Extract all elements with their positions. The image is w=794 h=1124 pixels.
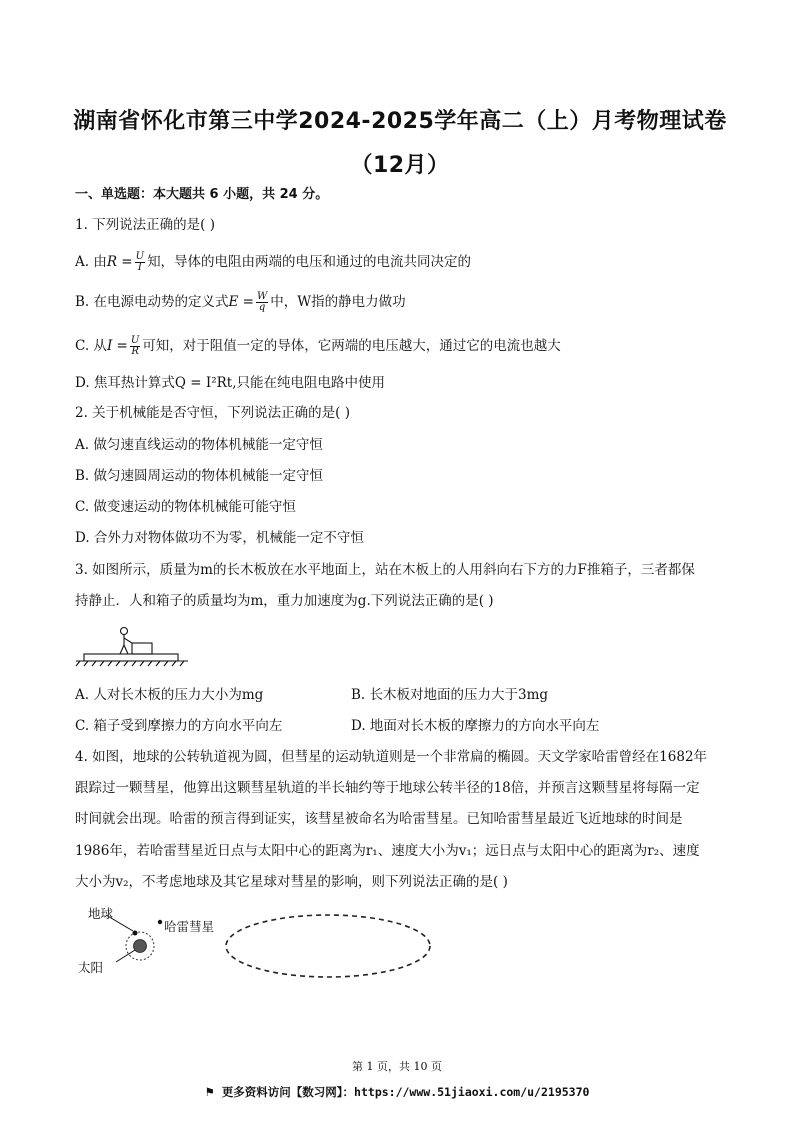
- q3-option-d: D. 地面对长木板的摩擦力的方向水平向左: [351, 718, 600, 734]
- q1-option-d: D. 焦耳热计算式Q = I²Rt,只能在纯电阻电路中使用: [75, 375, 386, 391]
- comet-orbit: [226, 915, 430, 977]
- q2-option-b: B. 做匀速圆周运动的物体机械能一定守恒: [75, 468, 324, 484]
- q1-b-fraction: $\frac{W}{q}$: [256, 291, 268, 313]
- page-title: 湖南省怀化市第三中学2024-2025学年高二（上）月考物理试卷（12月）: [73, 109, 727, 178]
- q1-option-c: C. 从I = $\frac{U}{R}$ 可知，对于阻值一定的导体，它两端的电压越大，通过它的电流也越大: [75, 335, 561, 357]
- q1-a-fraction: $\frac{U}{I}$: [135, 251, 145, 273]
- q3-option-a: A. 人对长木板的压力大小为mg: [75, 687, 264, 703]
- q4-line2: 跟踪过一颗彗星，他算出这颗彗星轨道的半长轴约等于地球公转半径的18倍，并预言这颗彗星将每隔一定: [75, 780, 700, 796]
- q4-line3: 时间就会出现。哈雷的预言得到证实，该彗星被命名为哈雷彗星。已知哈雷彗星最近飞近地球的时间是: [75, 811, 683, 827]
- comet-icon: [158, 920, 162, 924]
- person-icon: [120, 628, 132, 655]
- sun-icon: [134, 940, 147, 953]
- q3-figure: [72, 622, 192, 668]
- q4-line5: 大小为v₂，不考虑地球及其它星球对彗星的影响，则下列说法正确的是( ): [75, 874, 508, 890]
- resource-link[interactable]: ⚑ 更多资料访问【数习网】：https://www.51jiaoxi.com/u/2195370: [204, 1085, 590, 1099]
- box: [132, 643, 152, 654]
- q3-option-c: C. 箱子受到摩擦力的方向水平向左: [75, 718, 283, 734]
- q2-option-a: A. 做匀速直线运动的物体机械能一定守恒: [75, 437, 323, 453]
- q1-stem: 1. 下列说法正确的是( ): [75, 217, 215, 233]
- label-comet: 哈雷彗星: [164, 919, 215, 934]
- q4-line1: 4. 如图，地球的公转轨道视为圆，但彗星的运动轨道则是一个非常扁的椭圆。天文学家哈雷曾经在1682年: [75, 749, 708, 765]
- q3-stem-line1: 3. 如图所示，质量为m的长木板放在水平地面上，站在木板上的人用斜向右下方的力F推箱子，三者都保: [75, 562, 695, 578]
- q4-line4: 1986年，若哈雷彗星近日点与太阳中心的距离为r₁、速度大小为v₁；远日点与太阳中心的距离为r₂、速度: [75, 843, 700, 859]
- q2-option-d: D. 合外力对物体做功不为零，机械能一定不守恒: [75, 530, 364, 546]
- q3-stem-line2: 持静止．人和箱子的质量均为m，重力加速度为g.下列说法正确的是( ): [75, 593, 494, 609]
- long-board: [84, 654, 178, 661]
- q2-stem: 2. 关于机械能是否守恒，下列说法正确的是( ): [75, 405, 350, 421]
- ground-hatch-icon: [76, 661, 184, 666]
- sun-pointer: [116, 950, 135, 962]
- q4-orbit-figure: [78, 900, 438, 982]
- label-earth: 地球: [88, 906, 114, 921]
- q3-option-b: B. 长木板对地面的压力大于3mg: [351, 687, 549, 703]
- q2-option-c: C. 做变速运动的物体机械能可能守恒: [75, 499, 296, 515]
- q1-option-a: A. 由R = $\frac{U}{I}$ 知，导体的电阻由两端的电压和通过的电流共同决定的: [75, 251, 472, 273]
- earth-icon: [133, 931, 138, 936]
- label-sun: 太阳: [78, 960, 104, 975]
- section-header: 一、单选题：本大题共 6 小题，共 24 分。: [75, 187, 329, 202]
- q1-option-b: B. 在电源电动势的定义式E = $\frac{W}{q}$ 中，W指的静电力做功: [75, 291, 406, 313]
- q1-c-fraction: $\frac{U}{R}$: [130, 335, 140, 357]
- flag-icon: ⚑: [204, 1085, 215, 1099]
- page-number: 第 1 页，共 10 页: [352, 1060, 442, 1073]
